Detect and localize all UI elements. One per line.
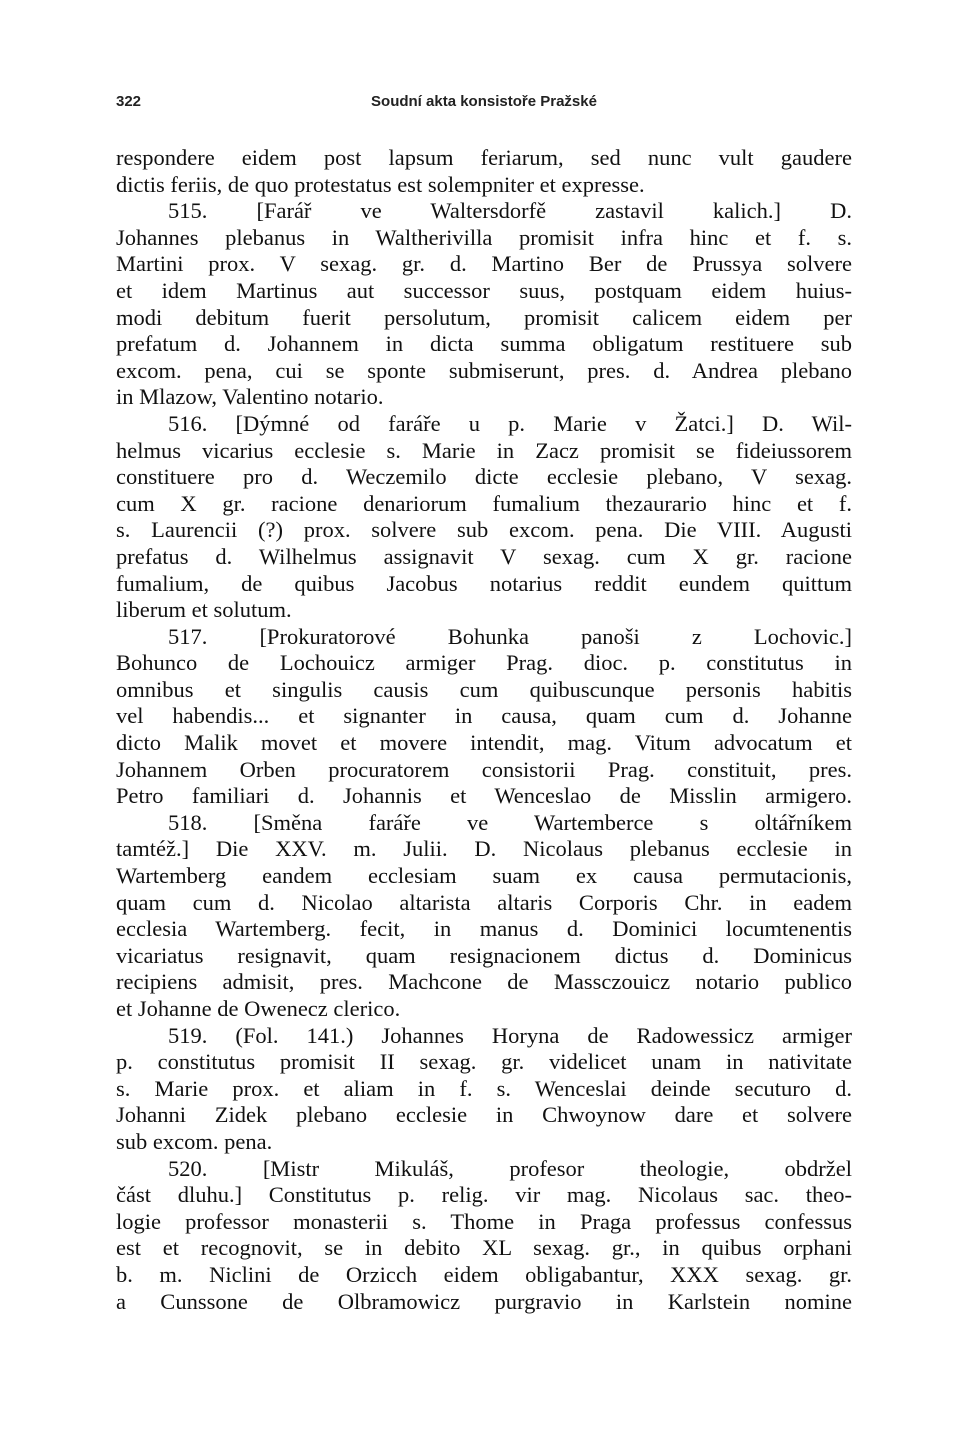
text-line: modi debitum fuerit persolutum, promisit calicem eidem per xyxy=(116,304,852,330)
text-line: Bohunco de Lochouicz armiger Prag. dioc. p. constitutus in xyxy=(116,650,852,676)
text-line: prefatum d. Johannem in dicta summa obligatum restituere sub xyxy=(116,331,852,357)
text-line: s. Laurencii (?) prox. solvere sub excom. pena. Die VIII. Augusti xyxy=(116,517,852,543)
text-line: et idem Martinus aut successor suus, postquam eidem huius- xyxy=(116,277,852,303)
page-number: 322 xyxy=(116,93,142,110)
text-line: constituere pro d. Weczemilo dicte ecclesie plebano, V sexag. xyxy=(116,464,852,490)
text-line: et Johanne de Owenecz clerico. xyxy=(116,996,401,1021)
text-line: cum X gr. racione denariorum fumalium thezaurario hinc et f. xyxy=(116,490,852,516)
text-line: est et recognovit, se in debito XL sexag. gr., in quibus orphani xyxy=(116,1235,852,1261)
text-line: in Mlazow, Valentino notario. xyxy=(116,384,384,410)
text-line: ecclesia Wartemberg. fecit, in manus d. Dominici locumtenentis xyxy=(116,916,852,942)
text-line: Johannes plebanus in Waltherivilla promisit infra hinc et f. s. xyxy=(116,224,852,250)
text-line: prefatus d. Wilhelmus assignavit V sexag. cum X gr. racione xyxy=(116,543,852,569)
text-line: quam cum d. Nicolao altarista altaris Corporis Chr. in eadem xyxy=(116,889,852,915)
text-line: s. Marie prox. et aliam in f. s. Wenceslai deinde secuturo d. xyxy=(116,1075,852,1101)
text-line: tamtéž.] Die XXV. m. Julii. D. Nicolaus plebanus ecclesie in xyxy=(116,836,852,862)
text-line: část dluhu.] Constitutus p. relig. vir mag. Nicolaus sac. theo- xyxy=(116,1182,852,1208)
text-line: dictis feriis, de quo protestatus est solempniter et expresse. xyxy=(116,171,645,197)
entry-516-heading-line: 516. [Dýmné od faráře u p. Marie v Žatci.] D. Wil- xyxy=(168,410,852,436)
text-line: omnibus et singulis causis cum quibuscunque personis habitis xyxy=(116,676,852,702)
text-line: p. constitutus promisit II sexag. gr. videlicet unam in nativitate xyxy=(116,1049,852,1075)
text-line: Martini prox. V sexag. gr. d. Martino Ber de Prussya solvere xyxy=(116,251,852,277)
text-line: recipiens admisit, pres. Machcone de Massczouicz notario publico xyxy=(116,969,852,995)
text-line: dicto Malik movet et movere intendit, mag. Vitum advocatum et xyxy=(116,730,852,756)
text-line: Johanni Zidek plebano ecclesie in Chwoynow dare et solvere xyxy=(116,1102,852,1128)
entry-515-heading-line: 515. [Farář ve Waltersdorfě zastavil kalich.] D. xyxy=(168,198,852,224)
running-head xyxy=(116,93,852,115)
entry-519-heading-line: 519. (Fol. 141.) Johannes Horyna de Radowessicz armiger xyxy=(168,1022,852,1048)
text-line: b. m. Niclini de Orzicch eidem obligabantur, XXX sexag. gr. xyxy=(116,1261,852,1287)
text-line: excom. pena, cui se sponte submiserunt, pres. d. Andrea plebano xyxy=(116,357,852,383)
running-title: Soudní akta konsistoře Pražské xyxy=(371,93,597,110)
text-line: helmus vicarius ecclesie s. Marie in Zacz promisit se fideiussorem xyxy=(116,437,852,463)
text-line: Petro familiari d. Johannis et Wenceslao de Misslin armigero. xyxy=(116,783,852,809)
entry-520-heading-line: 520. [Mistr Mikuláš, profesor theologie, obdržel xyxy=(168,1155,852,1181)
text-line: vicariatus resignavit, quam resignacionem dictus d. Dominicus xyxy=(116,942,852,968)
text-line: vel habendis... et signanter in causa, quam cum d. Johanne xyxy=(116,703,852,729)
text-line: logie professor monasterii s. Thome in Praga professus confessus xyxy=(116,1208,852,1234)
text-line: respondere eidem post lapsum feriarum, sed nunc vult gaudere xyxy=(116,145,852,170)
body-text xyxy=(116,145,852,1315)
entry-518-heading-line: 518. [Směna faráře ve Wartemberce s oltářníkem xyxy=(168,809,852,835)
text-line: Johannem Orben procuratorem consistorii Prag. constituit, pres. xyxy=(116,756,852,782)
text-line: liberum et solutum. xyxy=(116,597,292,623)
entry-517-heading-line: 517. [Prokuratorové Bohunka panoši z Lochovic.] xyxy=(168,623,852,649)
text-line: fumalium, de quibus Jacobus notarius reddit eundem quittum xyxy=(116,570,852,596)
text-line: Wartemberg eandem ecclesiam suam ex causa permutacionis, xyxy=(116,863,852,889)
text-line: a Cunssone de Olbramowicz purgravio in Karlstein nomine xyxy=(116,1288,852,1314)
text-line: sub excom. pena. xyxy=(116,1128,273,1154)
